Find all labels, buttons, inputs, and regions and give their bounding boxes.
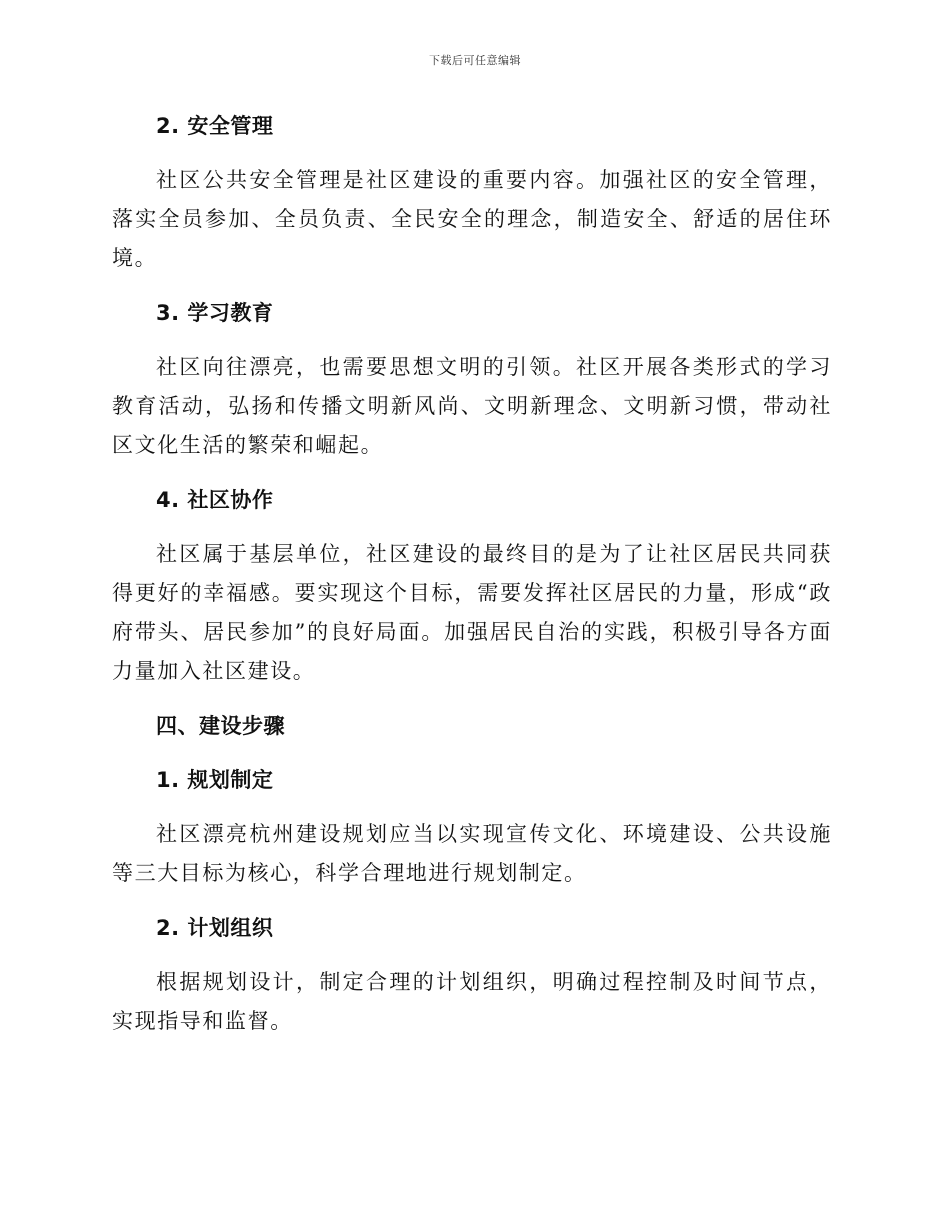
section-paragraph-safety: 社区公共安全管理是社区建设的重要内容。加强社区的安全管理，落实全员参加、全员负责、全民安全的理念，制造安全、舒适的居住环境。 [112,168,832,270]
section-heading-organization: 2. 计划组织 [156,916,274,940]
section-heading-safety: 2. 安全管理 [156,114,274,138]
section-heading-planning: 1. 规划制定 [156,768,274,792]
section-paragraph-education: 社区向往漂亮，也需要思想文明的引领。社区开展各类形式的学习教育活动，弘扬和传播文明新风尚、文明新理念、文明新习惯，带动社区文化生活的繁荣和崛起。 [112,355,832,457]
section-heading-education: 3. 学习教育 [156,301,274,325]
section-paragraph-planning: 社区漂亮杭州建设规划应当以实现宣传文化、环境建设、公共设施等三大目标为核心，科学合理地进行规划制定。 [112,822,832,885]
chapter-heading-steps: 四、建设步骤 [156,714,285,738]
document-body [112,107,832,1057]
section-paragraph-organization: 根据规划设计，制定合理的计划组织，明确过程控制及时间节点，实现指导和监督。 [112,970,832,1033]
section-paragraph-cooperation: 社区属于基层单位，社区建设的最终目的是为了让社区居民共同获得更好的幸福感。要实现这个目标，需要发挥社区居民的力量，形成“政府带头、居民参加”的良好局面。加强居民自治的实践，积极引导各方面力量加入社区建设。 [112,542,832,683]
section-heading-cooperation: 4. 社区协作 [156,488,274,512]
page-header: 下载后可任意编辑 [429,54,521,67]
